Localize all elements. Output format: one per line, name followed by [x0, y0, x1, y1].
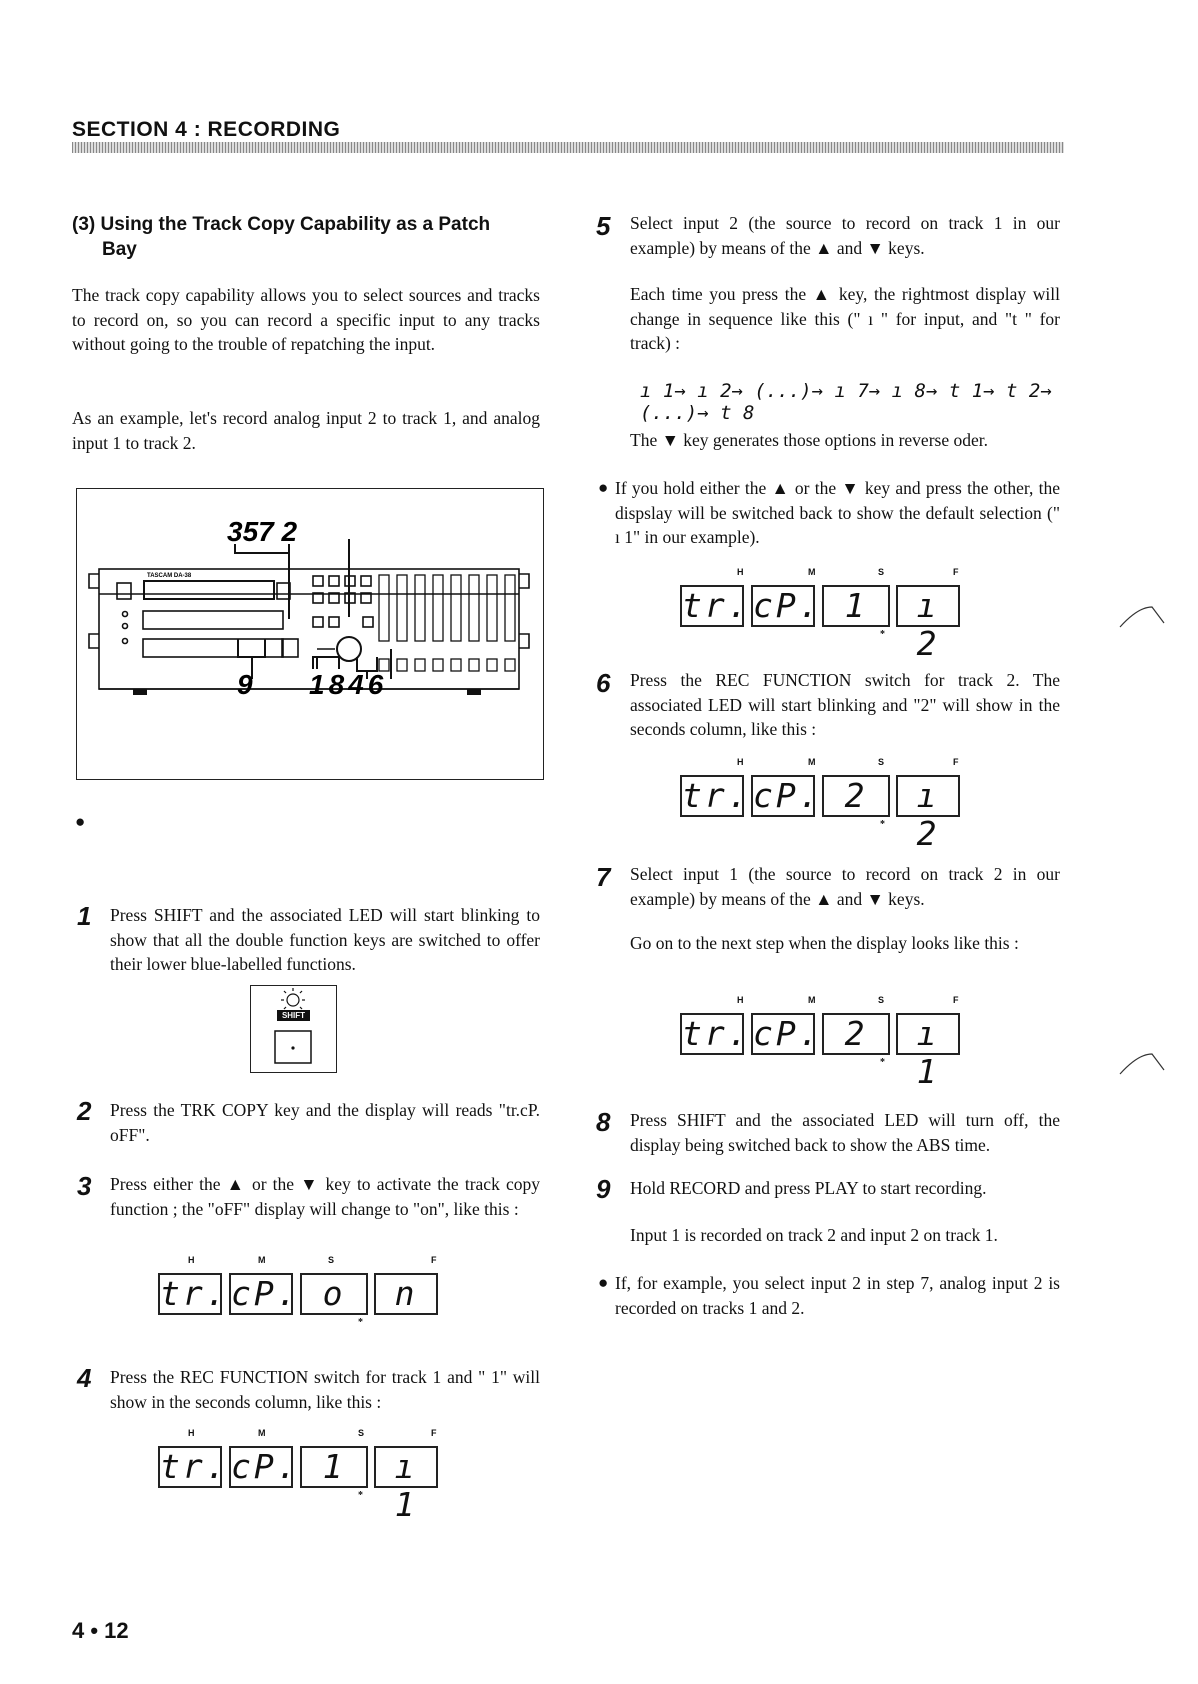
intro-paragraph-1: The track copy capability allows you to select sources and tracks to record on, so you can record a specific input to any tracks without going to the trouble of repatching the input. — [72, 285, 540, 354]
lcd-seconds: 2 — [822, 1013, 890, 1055]
display-track1-input1 — [158, 1428, 453, 1524]
shift-key-figure — [250, 985, 337, 1073]
star-marker: * — [358, 1317, 363, 1328]
star-marker: * — [880, 1057, 885, 1068]
star-marker: * — [880, 629, 885, 640]
step-4-number: 4 — [77, 1363, 92, 1393]
label-f: F — [431, 1428, 437, 1438]
step-2-number: 2 — [77, 1096, 92, 1126]
step-7-note: Go on to the next step when the display looks like this : — [630, 933, 1019, 953]
bullet-hold-keys — [598, 476, 1060, 550]
display-track2-input2 — [680, 757, 975, 853]
bullet-dot-icon: ● — [598, 478, 609, 497]
bullet-example-text: If, for example, you select input 2 in step 7, analog input 2 is recorded on tracks 1 and 2. — [615, 1273, 1060, 1318]
intro-paragraph-2: As an example, let's record analog input 2 to track 1, and analog input 1 to track 2. — [72, 408, 540, 453]
label-f: F — [953, 995, 959, 1005]
shift-label: SHIFT — [281, 1011, 306, 1020]
label-h: H — [737, 757, 744, 767]
bullet-example — [598, 1271, 1060, 1320]
label-h: H — [188, 1255, 195, 1265]
display-final-selection — [680, 995, 975, 1091]
bullet-dot-icon: ● — [75, 812, 86, 831]
lcd-seconds: 1 — [300, 1446, 368, 1488]
step-3-text: Press either the ▲ or the ▼ key to activate the track copy function ; the "oFF" display will change to "on", like this : — [110, 1174, 540, 1219]
lcd-hours: tr. — [160, 1274, 229, 1313]
label-f: F — [953, 567, 959, 577]
label-m: M — [808, 757, 816, 767]
section-title: SECTION 4 : RECORDING — [72, 118, 341, 141]
bullet-hold-text: If you hold either the ▲ or the ▼ key and press the other, the dispslay will be switched back to show the default selection (" ı 1" in our example). — [615, 478, 1060, 547]
step-7-text: Select input 1 (the source to record on track 2 in our example) by means of the ▲ and ▼ keys. — [630, 864, 1060, 909]
label-h: H — [737, 567, 744, 577]
page-curl-mark — [1118, 603, 1168, 633]
label-m: M — [808, 995, 816, 1005]
lcd-seconds: o — [300, 1273, 368, 1315]
label-m: M — [258, 1428, 266, 1438]
page-curl-mark — [1118, 1050, 1168, 1080]
lcd-hours: tr. — [160, 1447, 229, 1486]
subsection-heading — [72, 212, 542, 262]
step-2-text: Press the TRK COPY key and the display will reads "tr.cP. oFF". — [110, 1100, 540, 1145]
step-6-number: 6 — [596, 668, 611, 698]
label-f: F — [953, 757, 959, 767]
label-h: H — [188, 1428, 195, 1438]
lcd-seconds: 2 — [822, 775, 890, 817]
lcd-hours: tr. — [682, 586, 751, 625]
step-1-number: 1 — [77, 901, 92, 931]
step-6-text: Press the REC FUNCTION switch for track 2. The associated LED will start blinking and "2" will show in the seconds column, like this : — [630, 670, 1060, 739]
lcd-minutes: cP. — [753, 586, 822, 625]
step-9-number: 9 — [596, 1174, 611, 1204]
lcd-frames: n — [374, 1273, 438, 1315]
lcd-minutes: cP. — [231, 1274, 300, 1313]
lcd-hours: tr. — [682, 776, 751, 815]
label-s: S — [878, 995, 885, 1005]
heading-line-2: Bay — [102, 239, 137, 260]
heading-line-1: (3) Using the Track Copy Capability as a Patch — [72, 214, 491, 235]
callout-top: 357 2 — [227, 516, 298, 547]
step-9-text: Hold RECORD and press PLAY to start recording. — [630, 1178, 987, 1198]
label-m: M — [258, 1255, 266, 1265]
step-5-sequence-intro: Each time you press the ▲ key, the rightmost display will change in sequence like this (" ı " for input, and "t " for track) : — [630, 284, 1060, 353]
label-s: S — [878, 757, 885, 767]
label-f: F — [431, 1255, 437, 1265]
step-8-text: Press SHIFT and the associated LED will turn off, the display being switched back to show the ABS time. — [630, 1110, 1060, 1155]
device-brand: TASCAM DA-38 — [147, 573, 192, 579]
lcd-minutes: cP. — [753, 1014, 822, 1053]
step-7-number: 7 — [596, 862, 611, 892]
lcd-minutes: cP. — [231, 1447, 300, 1486]
lcd-frames: ı 2 — [896, 585, 960, 627]
lcd-seconds: 1 — [822, 585, 890, 627]
step-5-reverse-note: The ▼ key generates those options in reverse oder. — [630, 430, 988, 450]
bullet-dot-icon: ● — [598, 1273, 609, 1292]
lcd-frames: ı 2 — [896, 775, 960, 817]
callout-bottom-right: 1846 — [309, 669, 388, 700]
step-1-text: Press SHIFT and the associated LED will start blinking to show that all the double function keys are switched to offer their lower blue-labelled functions. — [110, 905, 540, 974]
star-marker: * — [358, 1490, 363, 1501]
label-s: S — [328, 1255, 335, 1265]
device-figure — [76, 488, 544, 780]
step-5-number: 5 — [596, 211, 611, 241]
lcd-frames: ı 1 — [374, 1446, 438, 1488]
header-rule — [72, 142, 1064, 153]
lcd-hours: tr. — [682, 1014, 751, 1053]
step-3-number: 3 — [77, 1171, 92, 1201]
step-4-text: Press the REC FUNCTION switch for track 1 and " 1" will show in the seconds column, like this : — [110, 1367, 540, 1412]
step-9-result: Input 1 is recorded on track 2 and input 2 on track 1. — [630, 1225, 998, 1245]
lcd-minutes: cP. — [753, 776, 822, 815]
step-5-text: Select input 2 (the source to record on track 1 in our example) by means of the ▲ and ▼ keys. — [630, 213, 1060, 258]
label-m: M — [808, 567, 816, 577]
step-5-sequence: ı 1→ ı 2→ (...)→ ı 7→ ı 8→ t 1→ t 2→ (...)→ t 8 — [640, 380, 1052, 424]
label-s: S — [358, 1428, 365, 1438]
page-number: 4 • 12 — [72, 1618, 129, 1643]
step-8-number: 8 — [596, 1107, 611, 1137]
callout-bottom-left: 9 — [237, 669, 253, 700]
label-s: S — [878, 567, 885, 577]
label-h: H — [737, 995, 744, 1005]
display-copy-on — [158, 1255, 453, 1327]
display-input2-selected — [680, 567, 975, 663]
shift-led-icon — [251, 986, 336, 1072]
star-marker: * — [880, 819, 885, 830]
lcd-frames: ı 1 — [896, 1013, 960, 1055]
da38-front-panel-illustration — [77, 489, 543, 779]
